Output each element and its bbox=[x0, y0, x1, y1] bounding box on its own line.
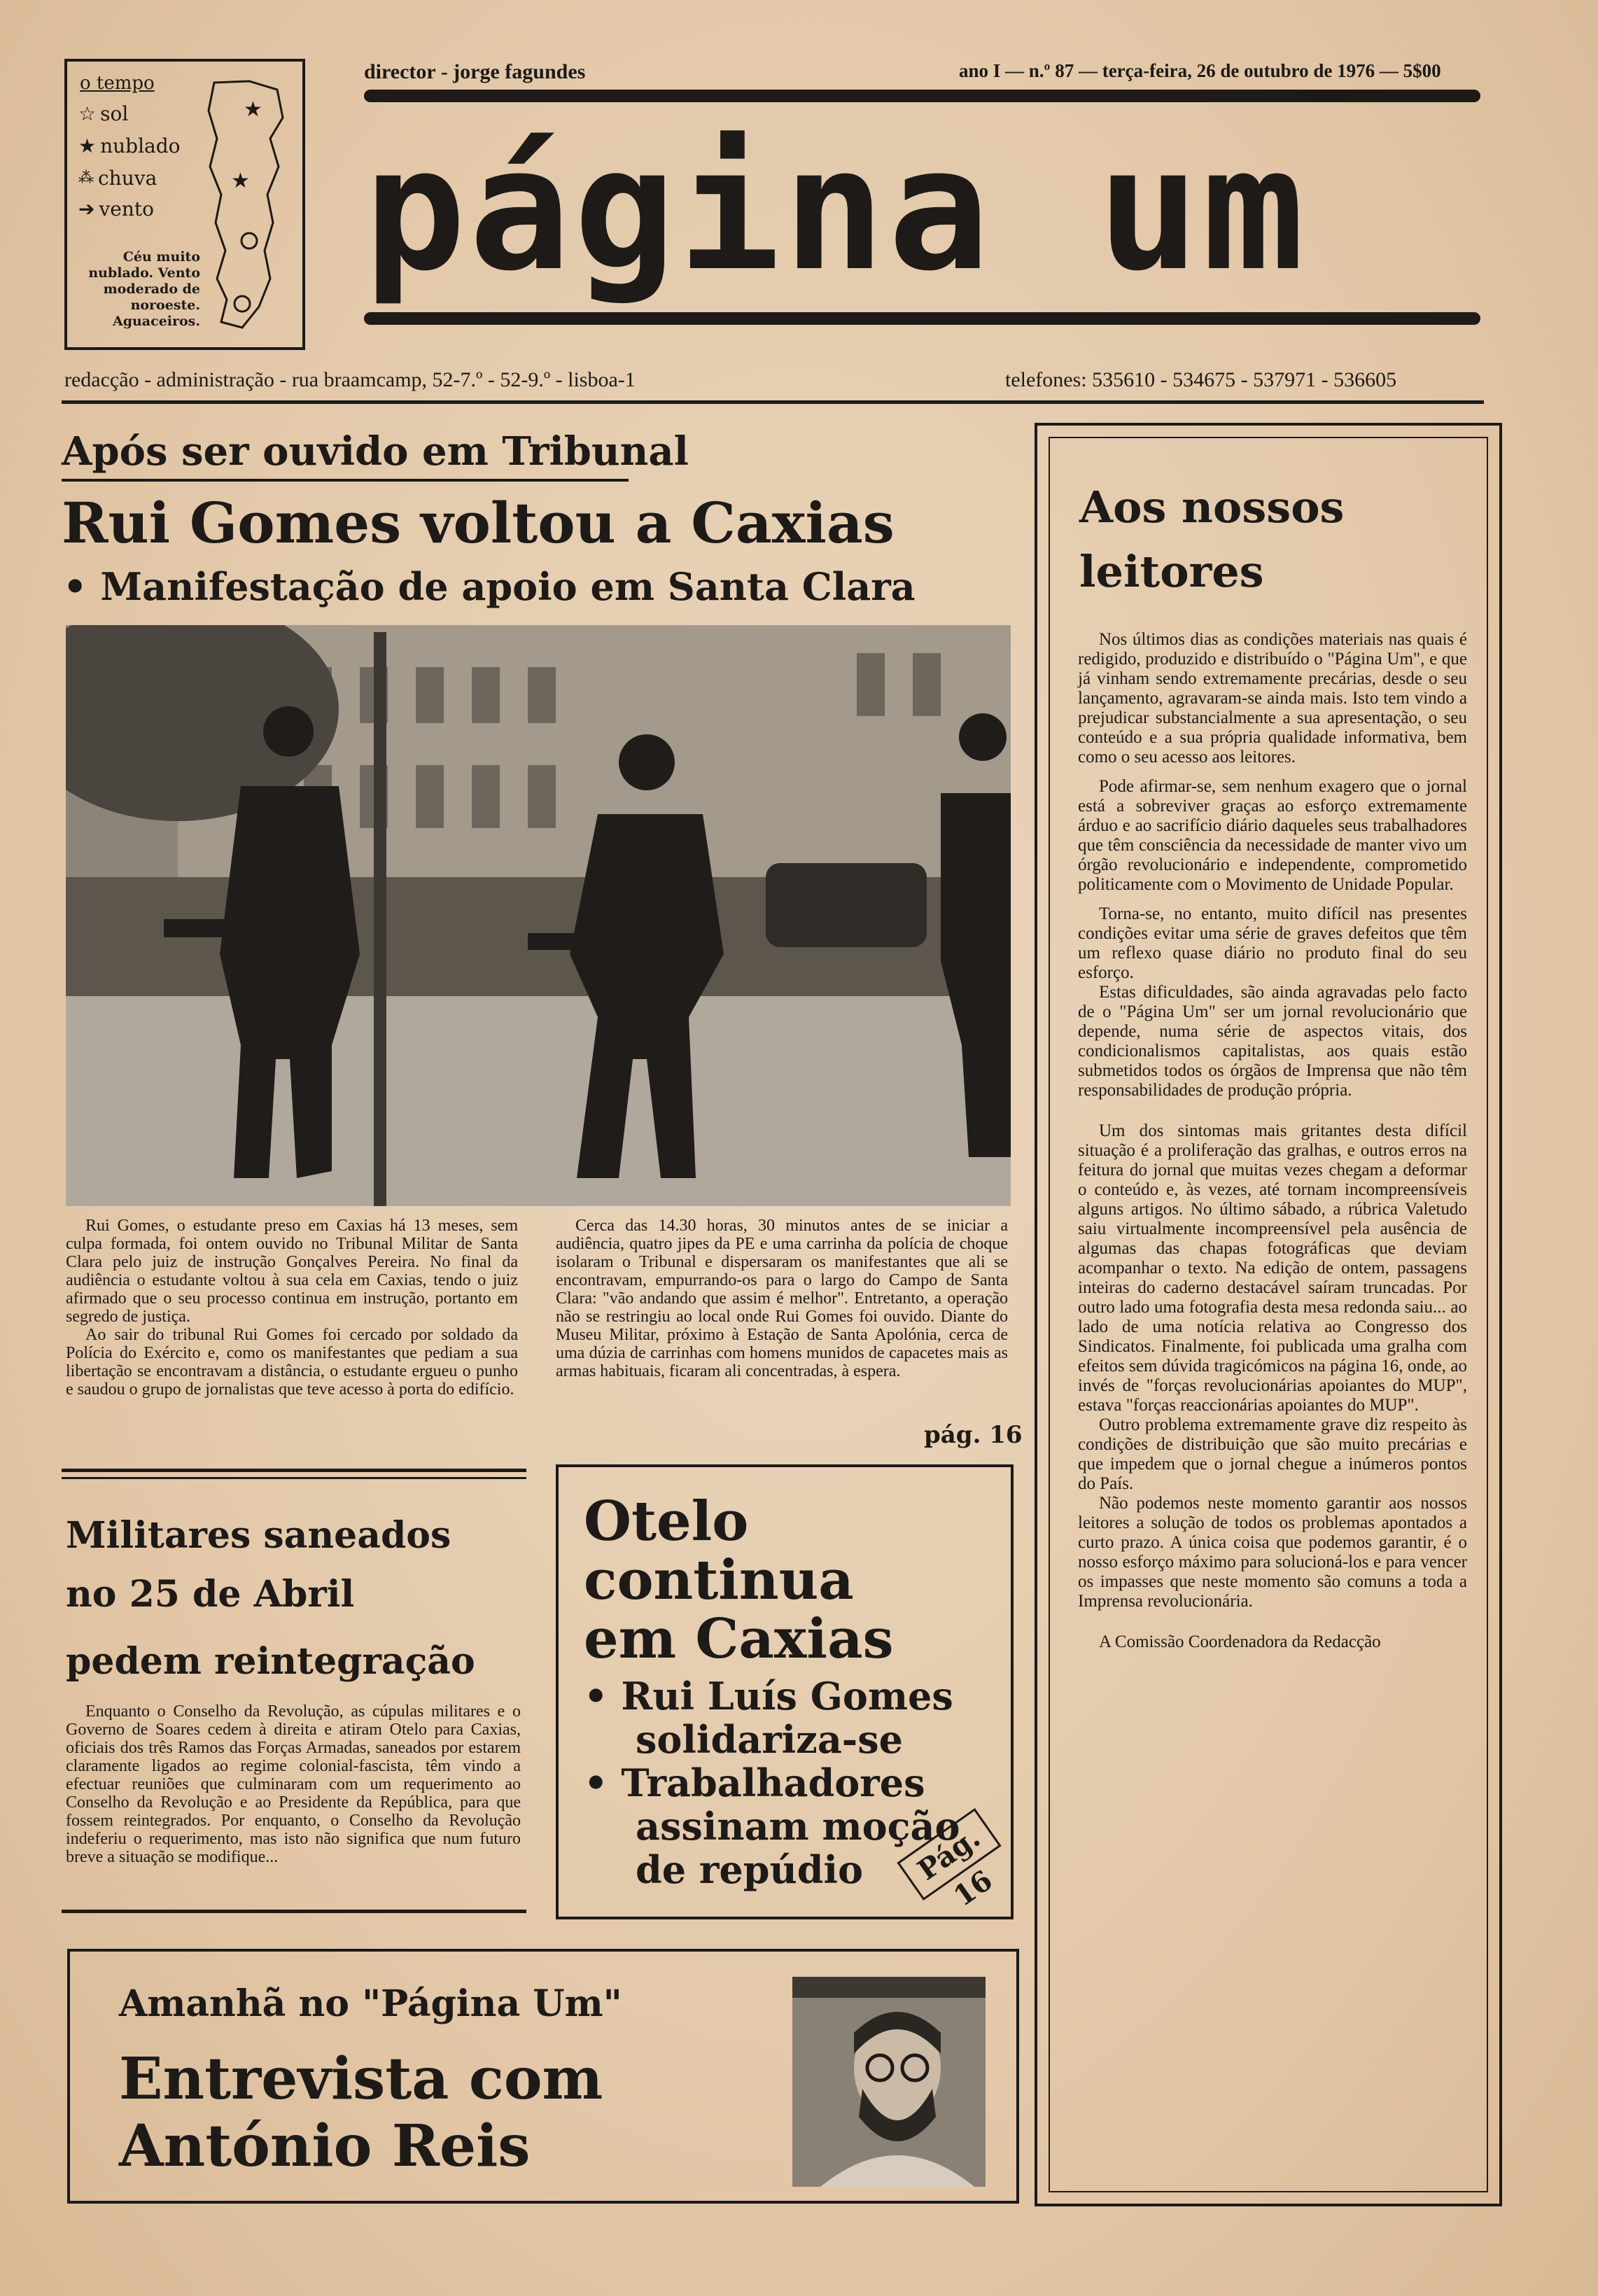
amanha-kicker: Amanhã no "Página Um" bbox=[119, 1982, 622, 2025]
star-filled-icon: ★ bbox=[78, 134, 97, 158]
director-line: director - jorge fagundes bbox=[364, 60, 586, 83]
leitores-signature: A Comissão Coordenadora da Redacção bbox=[1099, 1632, 1381, 1651]
lead-photo bbox=[66, 625, 1011, 1206]
header-divider bbox=[62, 400, 1484, 404]
weather-item-chuva bbox=[78, 167, 157, 190]
weather-label: nublado bbox=[100, 134, 181, 158]
phones-line: telefones: 535610 - 534675 - 537971 - 536605 bbox=[1005, 368, 1397, 391]
amanha-headline-2: António Reis bbox=[119, 2113, 531, 2180]
otelo-page-ref: Pág. 16 bbox=[897, 1808, 1001, 1900]
weather-box bbox=[64, 59, 305, 350]
otelo-bullet-2b: assinam moção bbox=[636, 1804, 960, 1849]
masthead-bottom-bar bbox=[364, 312, 1480, 325]
portugal-map-icon bbox=[200, 76, 298, 335]
militares-headline-3: pedem reintegração bbox=[66, 1640, 475, 1683]
otelo-bullet-1a: • Rui Luís Gomes bbox=[584, 1674, 953, 1718]
lead-column-1 bbox=[66, 1217, 518, 1399]
svg-text:★: ★ bbox=[244, 97, 262, 122]
leitores-paragraph: Não podemos neste momento garantir aos nossos leitores a solução de todos os problemas apontados a curto prazo. A única coisa que podemos garantir, é o nosso esforço máximo para solucioná-los e para vencer os impasses que neste momento são comuns a toda a Imprensa revolucionária. bbox=[1078, 1494, 1467, 1611]
kicker-underline bbox=[62, 479, 629, 482]
militares-top-rule bbox=[62, 1469, 526, 1472]
weather-title: o tempo bbox=[80, 73, 155, 94]
leitores-paragraph: Outro problema extremamente grave diz respeito às condições de distribuição que são muito precárias e que impedem que o jornal chegue a inúmeros pontos do País. bbox=[1078, 1415, 1467, 1493]
leitores-title-1: Aos nossos bbox=[1079, 482, 1345, 533]
lead-kicker: Após ser ouvido em Tribunal bbox=[62, 428, 689, 475]
lead-column-2 bbox=[556, 1217, 1008, 1380]
otelo-bullet-2c: de repúdio bbox=[636, 1847, 864, 1892]
weather-forecast: Céu muito nublado. Vento moderado de noroeste. Aguaceiros. bbox=[88, 249, 200, 329]
leitores-body bbox=[1078, 630, 1467, 1652]
militares-bottom-rule bbox=[62, 1910, 526, 1913]
otelo-headline-2: continua bbox=[584, 1548, 854, 1612]
lead-paragraph: Rui Gomes, o estudante preso em Caxias há 13 meses, sem culpa formada, foi ontem ouvido no Tribunal Militar de Santa Clara pelo juiz de instrução Gonçalves Pereira. No final da audiência o estudante voltou à sua cela em Caxias, tendo o juiz afirmado que o seu processo continua em instrução, portanto em segredo de justiça. bbox=[66, 1217, 518, 1326]
star-outline-icon: ☆ bbox=[78, 102, 97, 125]
svg-text:★: ★ bbox=[231, 169, 250, 193]
militares-headline-2: no 25 de Abril bbox=[66, 1573, 355, 1616]
leitores-paragraph: Um dos sintomas mais gritantes desta difícil situação é a proliferação das gralhas, e outros erros na feitura do jornal que muitas vezes chegam a deformar o conteúdo e, às vezes, até tornam incompreensíveis alguns artigos. No último sábado, a rúbrica Valetudo saiu virtualmente incompreensível pela ausência de algumas das chapas fotográficas que deviam acompanhar o texto. Na edição de ontem, passagens inteiras do caderno destacável saíram truncadas. Por outro lado uma fotografia desta mesa redonda saiu... ao lado de uma notícia relativa ao Congresso dos Sindicatos. Finalmente, foi publicada uma gralha com efeitos sem dúvida tragicómicos na página 16, onde, ao invés de "forças revolucionárias apoiantes do MUP", estava "forças reaccionárias apoiantes do MUP". bbox=[1078, 1121, 1467, 1415]
antonio-reis-portrait bbox=[792, 1977, 986, 2187]
weather-item-vento bbox=[78, 197, 154, 220]
weather-label: sol bbox=[100, 102, 129, 125]
weather-label: vento bbox=[99, 197, 154, 220]
leitores-paragraph: Estas dificuldades, são ainda agravadas pelo facto de o "Página Um" ser um jornal revolucionário que depende, numa série de aspectos vitais, dos condicionalismos capitalistas, aos quais estão submetidos todos os órgãos de Imprensa que não têm responsabilidades de produção própria. bbox=[1078, 983, 1467, 1100]
lead-deck: • Manifestação de apoio em Santa Clara bbox=[63, 564, 916, 609]
leitores-paragraph: Pode afirmar-se, sem nenhum exagero que o jornal está a sobreviver graças ao esforço extremamente árduo e ao sacrifício diário daqueles seus trabalhadores que têm consciência da necessidade de manter vivo um órgão revolucionário e independente, comprometido politicamente com o Movimento de Unidade Popular. bbox=[1078, 777, 1467, 894]
otelo-bullet-1b: solidariza-se bbox=[636, 1717, 903, 1762]
militares-headline-1: Militares saneados bbox=[66, 1514, 451, 1557]
weather-item-nublado bbox=[78, 134, 181, 158]
amanha-headline-1: Entrevista com bbox=[119, 2045, 603, 2113]
leitores-box bbox=[1035, 423, 1502, 2206]
address-line: redacção - administração - rua braamcamp, 52-7.º - 52-9.º - lisboa-1 bbox=[64, 368, 636, 391]
issue-line: ano I — n.º 87 — terça-feira, 26 de outubro de 1976 — 5$00 bbox=[959, 60, 1441, 81]
masthead-title: página um bbox=[364, 111, 1308, 309]
weather-item-sol bbox=[78, 102, 128, 125]
lead-headline: Rui Gomes voltou a Caxias bbox=[62, 490, 895, 556]
militares-top-rule-2 bbox=[62, 1477, 526, 1479]
otelo-box bbox=[556, 1464, 1014, 1919]
otelo-headline-3: em Caxias bbox=[584, 1607, 894, 1671]
otelo-bullet-2a: • Trabalhadores bbox=[584, 1760, 925, 1805]
police-cordon-image bbox=[66, 625, 1011, 1206]
rain-icon: ⁂ bbox=[78, 169, 94, 187]
lead-page-ref: pág. 16 bbox=[924, 1421, 1023, 1449]
otelo-headline-1: Otelo bbox=[584, 1490, 749, 1553]
weather-label: chuva bbox=[98, 167, 157, 190]
masthead-top-bar bbox=[364, 90, 1480, 102]
lead-paragraph: Ao sair do tribunal Rui Gomes foi cercado por soldado da Polícia do Exército e, como os manifestantes que pediam a sua libertação se encontravam a distância, o estudante ergueu o punho e saudou o grupo de jornalistas que teve acesso à porta do edifício. bbox=[66, 1326, 518, 1399]
leitores-paragraph: Torna-se, no entanto, muito difícil nas presentes condições evitar uma série de graves defeitos que têm um reflexo quase diário no produto final do seu esforço. bbox=[1078, 904, 1467, 982]
amanha-box bbox=[67, 1949, 1019, 2204]
lead-paragraph: Cerca das 14.30 horas, 30 minutos antes de se iniciar a audiência, quatro jipes da PE e uma carrinha da polícia de choque isolaram o Tribunal e dispersaram os manifestantes que ali se encontravam, empurrando-os para o largo do Campo de Santa Clara: "vão andando que assim é melhor". Entretanto, a operação não se restringiu ao local onde Rui Gomes foi ouvido. Diante do Museu Militar, próximo à Estação de Santa Apolónia, cerca de uma dúzia de carrinhas com homens munidos de capacetes mais as armas habituais, ficaram ali concentradas, à espera. bbox=[556, 1217, 1008, 1380]
leitores-title-2: leitores bbox=[1079, 546, 1264, 597]
arrow-right-icon: ➔ bbox=[78, 197, 95, 220]
leitores-paragraph: Nos últimos dias as condições materiais nas quais é redigido, produzido e distribuído o "Página Um", e que já vinham sendo extremamente precárias, desde o seu lançamento, agravaram-se ainda mais. Isto tem vindo a prejudicar substancialmente a sua apresentação, o seu conteúdo e a sua própria qualidade informativa, bem como o seu acesso aos leitores. bbox=[1078, 630, 1467, 766]
militares-body: Enquanto o Conselho da Revolução, as cúpulas militares e o Governo de Soares cedem à direita e atiram Otelo para Caxias, oficiais dos três Ramos das Forças Armadas, saneados por estarem claramente ligados ao regime colonial-fascista, têm vindo a efectuar reuniões que culminaram com um requerimento ao Conselho da Revolução e ao Presidente da República, para que fossem reintegrados. Por enquanto, o Conselho da Revolução indeferiu o requerimento, mas isto não significa que num futuro breve a situação se modifique... bbox=[66, 1702, 521, 1866]
